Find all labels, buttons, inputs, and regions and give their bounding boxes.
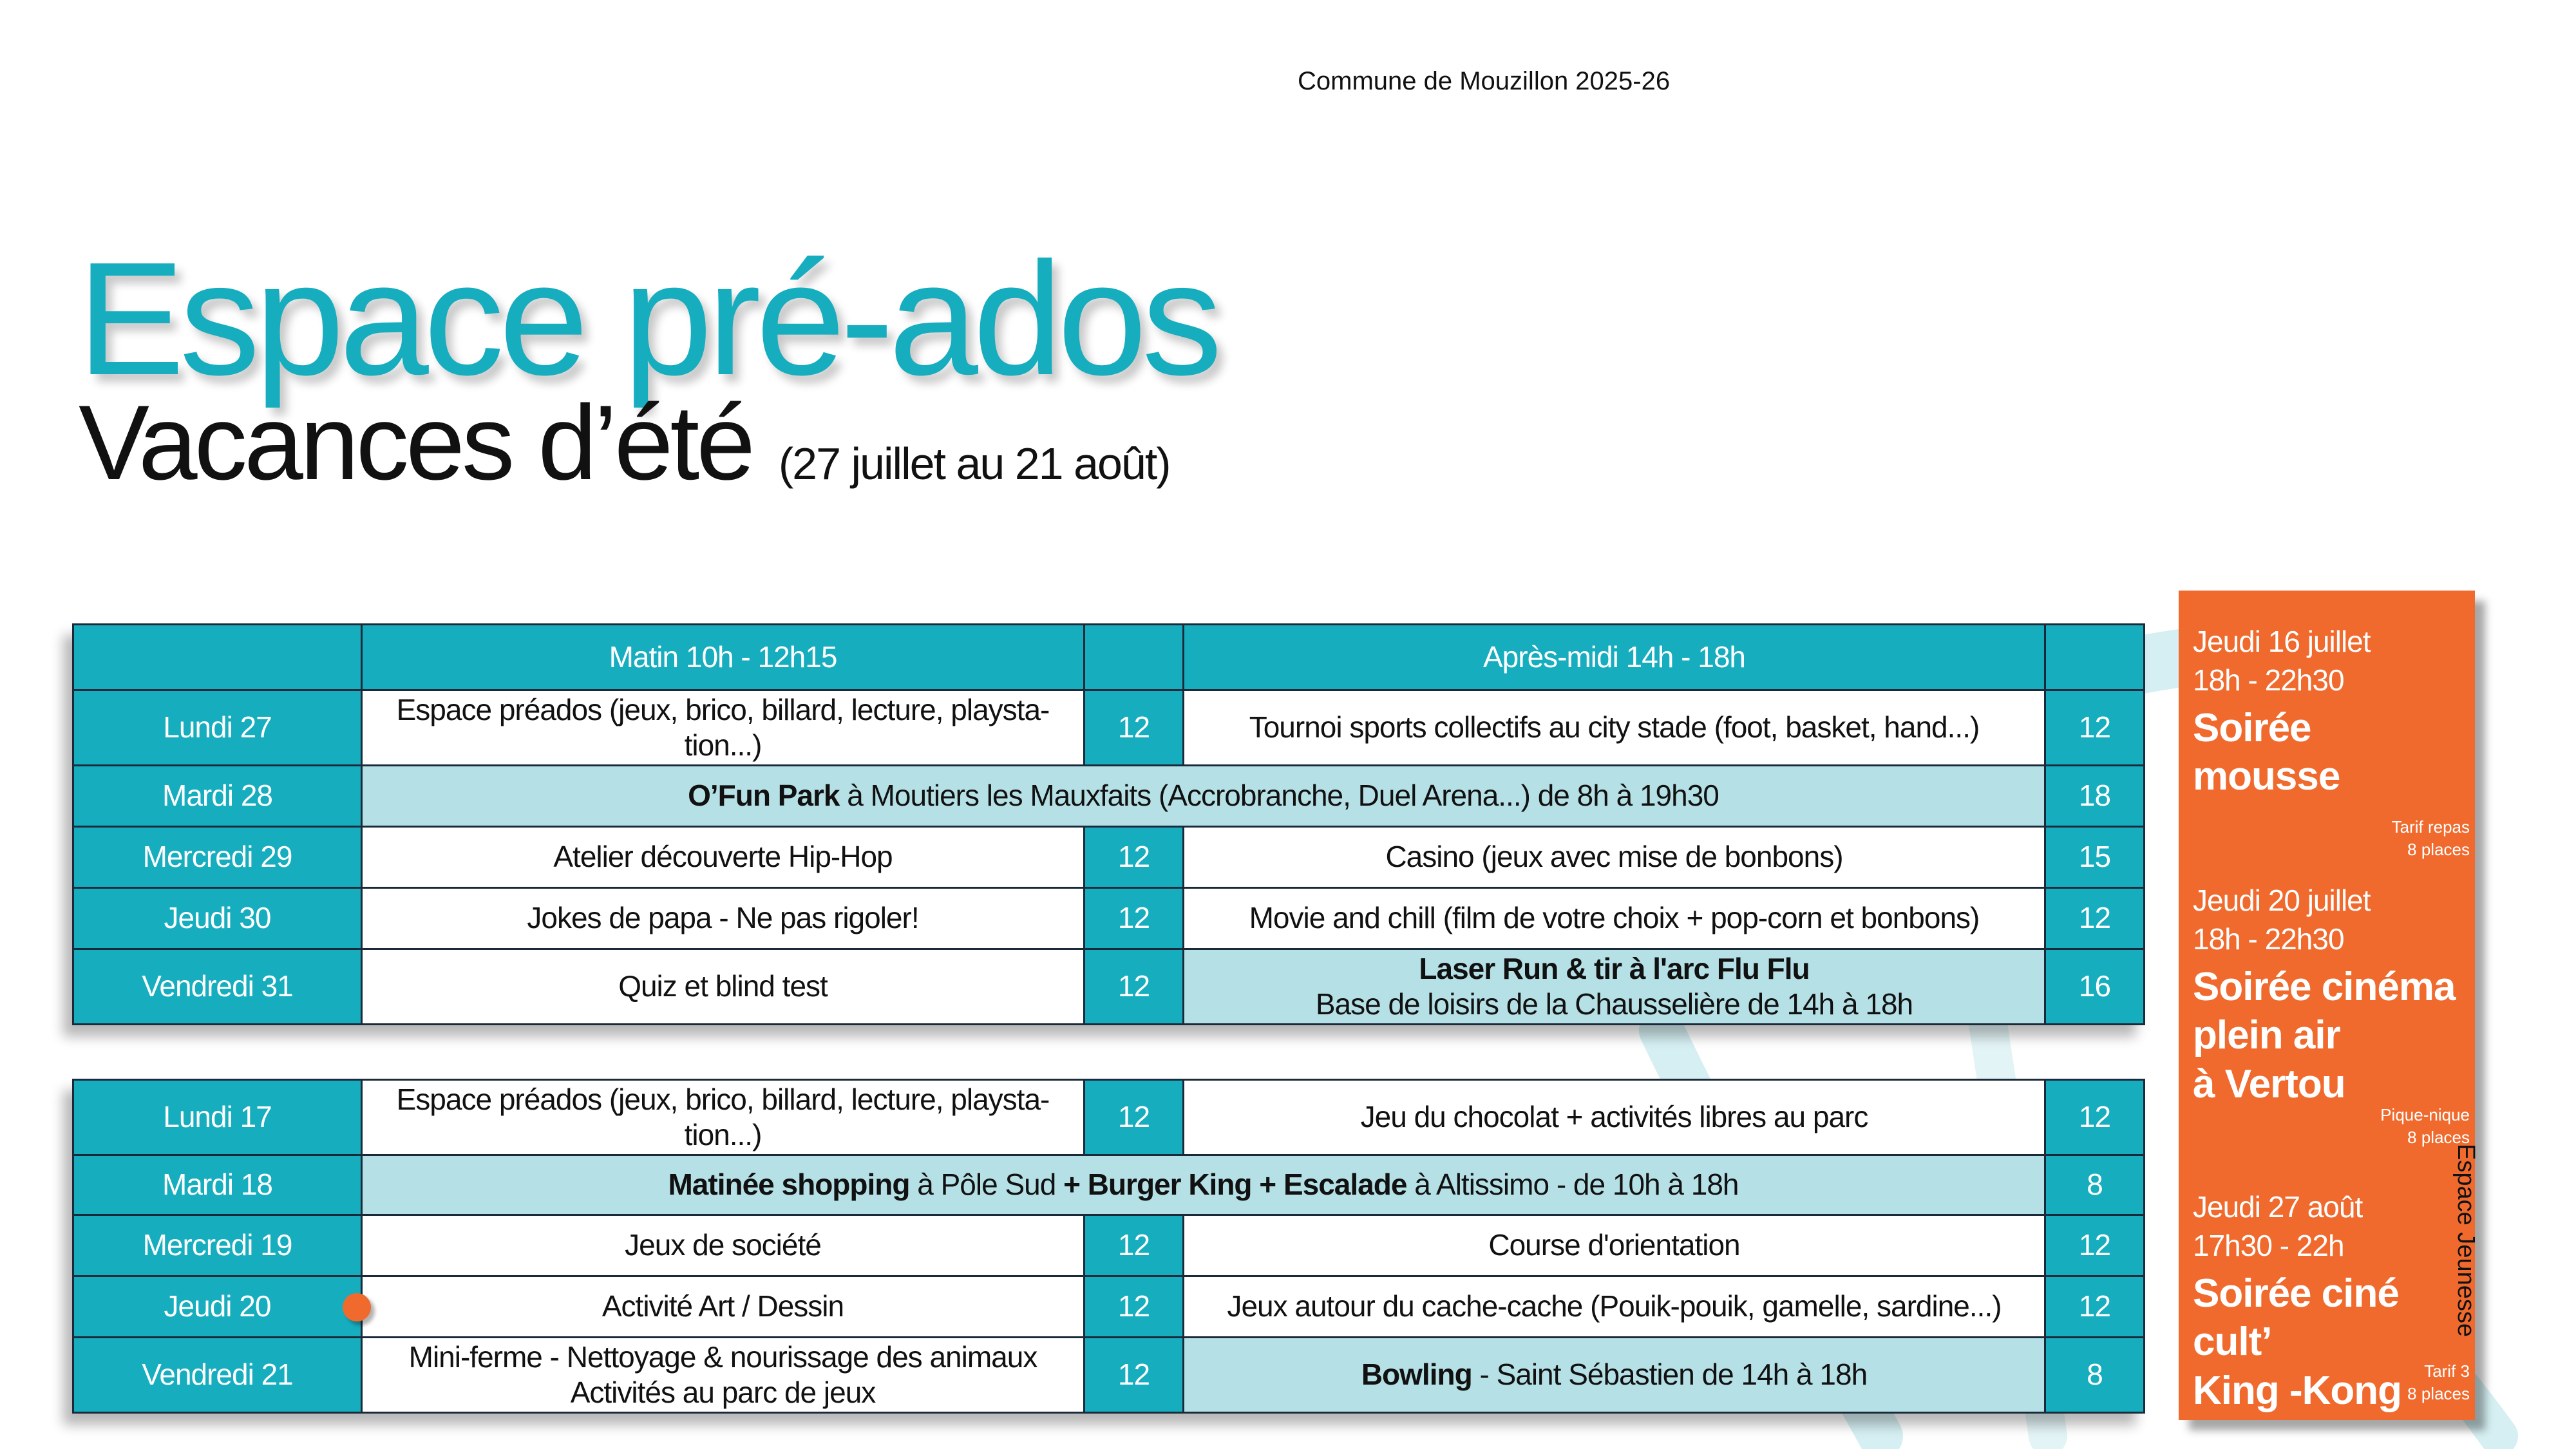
schedule-table-august <box>72 1079 2145 1414</box>
orange-dot-marker <box>343 1293 371 1321</box>
day-cell: Mardi 18 <box>73 1155 362 1215</box>
places-count: 8 <box>2045 1155 2145 1215</box>
page-title: Espace pré-ados <box>77 229 1218 408</box>
table-row <box>73 949 2145 1025</box>
activity-highlight: Bowling <box>1361 1358 1472 1392</box>
places-count: 12 <box>1084 690 1184 766</box>
places-count: 8 <box>2045 1338 2145 1413</box>
places-count: 12 <box>1084 1215 1184 1276</box>
places-count: 12 <box>2045 1276 2145 1338</box>
activity-line: Mini-ferme - Nettoyage & nourissage des animaux <box>408 1340 1037 1374</box>
event-card <box>2193 623 2470 860</box>
event-title: Soirée mousse <box>2193 705 2340 799</box>
event-title: Soirée ciné cult’ King -Kong <box>2193 1271 2402 1413</box>
morning-activity <box>362 1338 1084 1413</box>
places-count: 12 <box>1084 888 1184 949</box>
schedule-table-july <box>72 623 2145 1025</box>
table-row <box>73 1338 2145 1413</box>
morning-activity: Jokes de papa - Ne pas rigoler! <box>362 888 1084 949</box>
event-date: Jeudi 27 août <box>2193 1190 2363 1224</box>
header-num-morning <box>1084 625 1184 690</box>
day-cell: Vendredi 21 <box>73 1338 362 1413</box>
afternoon-activity: Jeu du chocolat + activités libres au parc <box>1184 1080 2045 1155</box>
day-cell: Mercredi 29 <box>73 827 362 888</box>
places-count: 12 <box>2045 690 2145 766</box>
places-count: 12 <box>2045 888 2145 949</box>
morning-activity: Activité Art / Dessin <box>362 1276 1084 1338</box>
header-empty-cell <box>73 625 362 690</box>
event-date: Jeudi 16 juillet <box>2193 625 2371 658</box>
activity-details: à Pôle Sud <box>909 1168 1064 1202</box>
header-num-afternoon <box>2045 625 2145 690</box>
header-morning: Matin 10h - 12h15 <box>362 625 1084 690</box>
afternoon-activity: Tournoi sports collectifs au city stade (foot, basket, hand...) <box>1184 690 2045 766</box>
places-count: 18 <box>2045 766 2145 827</box>
places-count: 12 <box>2045 1080 2145 1155</box>
activity-highlight: O’Fun Park <box>688 779 840 813</box>
morning-activity: Jeux de société <box>362 1215 1084 1276</box>
activity-highlight: Laser Run & tir à l'arc Flu Flu <box>1419 951 1810 985</box>
full-day-activity <box>362 766 2045 827</box>
full-day-activity <box>362 1155 2045 1215</box>
event-note: Pique-nique 8 places <box>2380 1105 2470 1148</box>
event-card <box>2193 1188 2470 1414</box>
day-cell: Vendredi 31 <box>73 949 362 1025</box>
event-note: Tarif 3 8 places <box>2407 1361 2470 1404</box>
activity-details: à Moutiers les Mauxfaits (Accrobranche, Duel Arena...) de 8h à 19h30 <box>839 779 1719 813</box>
evening-events-panel <box>2179 591 2475 1420</box>
subtitle-main: Vacances d’été <box>79 383 753 502</box>
event-title: Soirée cinéma plein air à Vertou <box>2193 964 2456 1106</box>
commune-label: Commune de Mouzillon 2025-26 <box>1298 67 1671 95</box>
afternoon-activity <box>1184 1338 2045 1413</box>
table-row <box>73 1080 2145 1155</box>
event-time: 18h - 22h30 <box>2193 922 2344 956</box>
subtitle-dates: (27 juillet au 21 août) <box>778 439 1170 489</box>
day-cell: Mercredi 19 <box>73 1215 362 1276</box>
table-row <box>73 690 2145 766</box>
places-count: 12 <box>2045 1215 2145 1276</box>
activity-details: - Saint Sébastien de 14h à 18h <box>1472 1358 1868 1392</box>
morning-activity: Quiz et blind test <box>362 949 1084 1025</box>
afternoon-activity <box>1184 949 2045 1025</box>
day-cell: Lundi 17 <box>73 1080 362 1155</box>
event-time: 17h30 - 22h <box>2193 1228 2344 1262</box>
activity-highlight: Matinée shopping <box>668 1168 910 1202</box>
afternoon-activity: Course d'orientation <box>1184 1215 2045 1276</box>
page-subtitle <box>79 383 1170 502</box>
table-row <box>73 1276 2145 1338</box>
afternoon-activity: Jeux autour du cache-cache (Pouik-pouik, gamelle, sardine...) <box>1184 1276 2045 1338</box>
morning-activity: Espace préados (jeux, brico, billard, lecture, playsta-tion...) <box>362 1080 1084 1155</box>
places-count: 12 <box>1084 949 1184 1025</box>
afternoon-activity: Casino (jeux avec mise de bonbons) <box>1184 827 2045 888</box>
places-count: 12 <box>1084 1338 1184 1413</box>
table-row <box>73 827 2145 888</box>
activity-details: Base de loisirs de la Chausselière de 14h à 18h <box>1315 987 1913 1021</box>
activity-details: à Altissimo - de 10h à 18h <box>1406 1168 1739 1202</box>
table-row <box>73 766 2145 827</box>
morning-activity: Atelier découverte Hip-Hop <box>362 827 1084 888</box>
places-count: 15 <box>2045 827 2145 888</box>
event-card <box>2193 882 2470 1148</box>
table-row <box>73 1155 2145 1215</box>
afternoon-activity: Movie and chill (film de votre choix + pop-corn et bonbons) <box>1184 888 2045 949</box>
vertical-label: Espace Jeunesse <box>2452 1144 2479 1337</box>
header-afternoon: Après-midi 14h - 18h <box>1184 625 2045 690</box>
table-row <box>73 1215 2145 1276</box>
morning-activity: Espace préados (jeux, brico, billard, lecture, playsta-tion...) <box>362 690 1084 766</box>
day-cell: Jeudi 30 <box>73 888 362 949</box>
event-time: 18h - 22h30 <box>2193 663 2344 697</box>
activity-line: Activités au parc de jeux <box>570 1376 876 1409</box>
places-count: 12 <box>1084 827 1184 888</box>
places-count: 12 <box>1084 1080 1184 1155</box>
day-cell: Lundi 27 <box>73 690 362 766</box>
event-date: Jeudi 20 juillet <box>2193 884 2371 917</box>
places-count: 16 <box>2045 949 2145 1025</box>
table-row <box>73 888 2145 949</box>
day-cell: Jeudi 20 <box>73 1276 362 1338</box>
activity-highlight: + Burger King + Escalade <box>1063 1168 1407 1202</box>
event-note: Tarif repas 8 places <box>2391 817 2470 860</box>
places-count: 12 <box>1084 1276 1184 1338</box>
day-cell: Mardi 28 <box>73 766 362 827</box>
